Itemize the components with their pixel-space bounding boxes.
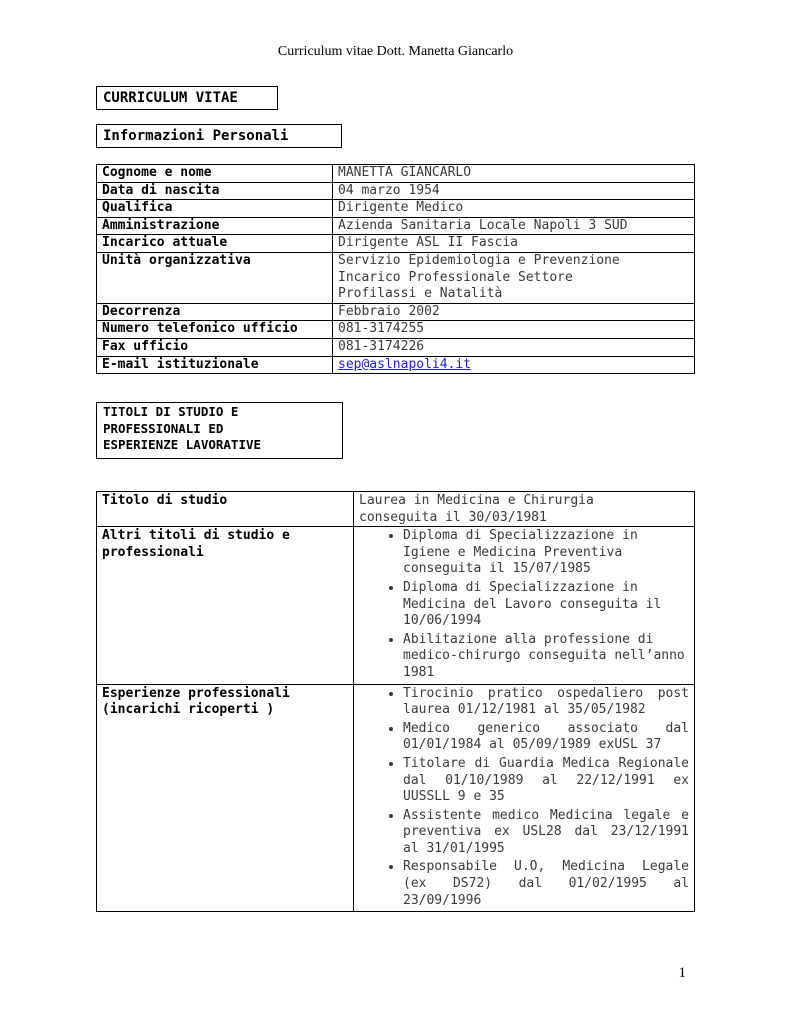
label-altri-line: Altri titoli di studio e — [102, 528, 290, 544]
table-row — [97, 492, 695, 527]
label-name: Cognome e nome — [97, 165, 333, 183]
value-phone: 081-3174255 — [333, 321, 695, 339]
page-number: 1 — [678, 965, 686, 981]
table-row — [97, 527, 695, 684]
label-esperienze-line: (incarichi ricoperti ) — [102, 702, 275, 718]
list-item: • Diploma di Specializzazione in Igiene e Medicina Preventiva conseguita il 15/07/1985 — [403, 528, 689, 578]
table-row — [97, 338, 695, 356]
table-row — [97, 321, 695, 339]
list-item: • Responsabile U.O, Medicina Legale (ex DS72) dal 01/02/1995 al 23/09/1996 — [403, 859, 689, 909]
value-esperienze — [354, 684, 695, 912]
value-incarico: Dirigente ASL II Fascia — [333, 235, 695, 253]
value-fax: 081-3174226 — [333, 338, 695, 356]
value-unita — [333, 252, 695, 303]
studies-title-line: ESPERIENZE LAVORATIVE — [103, 437, 262, 452]
label-altri — [97, 527, 354, 684]
table-row — [97, 684, 695, 912]
value-unita-line: Profilassi e Natalità — [338, 286, 503, 302]
label-birthdate: Data di nascita — [97, 182, 333, 200]
page-header: Curriculum vitae Dott. Manetta Giancarlo — [277, 44, 514, 59]
label-decorrenza: Decorrenza — [97, 303, 333, 321]
value-amministrazione: Azienda Sanitaria Locale Napoli 3 SUD — [333, 217, 695, 235]
label-altri-line: professionali — [102, 544, 204, 560]
label-esperienze-line: Esperienze professionali — [102, 685, 290, 701]
value-titolo — [354, 492, 695, 527]
label-fax: Fax ufficio — [97, 338, 333, 356]
value-unita-line: Servizio Epidemiologia e Prevenzione — [338, 252, 620, 268]
label-qualifica: Qualifica — [97, 200, 333, 218]
table-row — [97, 356, 695, 374]
studies-title-line: PROFESSIONALI ED — [103, 420, 224, 436]
altri-list — [359, 528, 689, 681]
list-item: • Assistente medico Medicina legale e preventiva ex USL28 dal 23/12/1991 al 31/01/1995 — [403, 808, 689, 858]
value-name: MANETTA GIANCARLO — [333, 165, 695, 183]
list-item: • Titolare di Guardia Medica Regionale dal 01/10/1989 al 22/12/1991 ex UUSSLL 9 e 35 — [403, 756, 689, 806]
personal-section-title: Informazioni Personali — [96, 124, 342, 148]
label-phone: Numero telefonico ufficio — [97, 321, 333, 339]
studies-table — [96, 491, 695, 912]
list-item: • Diploma di Specializzazione in Medicina del Lavoro conseguita il 10/06/1994 — [403, 580, 689, 630]
label-amministrazione: Amministrazione — [97, 217, 333, 235]
table-row — [97, 303, 695, 321]
table-row — [97, 252, 695, 303]
value-birthdate: 04 marzo 1954 — [333, 182, 695, 200]
table-row — [97, 182, 695, 200]
label-esperienze — [97, 684, 354, 912]
list-item: • Tirocinio pratico ospedaliero post laurea 01/12/1981 al 35/05/1982 — [403, 686, 689, 719]
table-row — [97, 235, 695, 253]
table-row — [97, 165, 695, 183]
table-row — [97, 217, 695, 235]
personal-info-table — [96, 164, 695, 374]
label-unita: Unità organizzativa — [97, 252, 333, 303]
label-titolo: Titolo di studio — [97, 492, 354, 527]
studies-section-title — [96, 402, 343, 459]
studies-title-line: TITOLI DI STUDIO E — [103, 404, 239, 419]
list-item: • Abilitazione alla professione di medico-chirurgo conseguita nell’anno 1981 — [403, 632, 689, 682]
value-titolo-line: Laurea in Medicina e Chirurgia — [359, 493, 594, 508]
cv-title-box: CURRICULUM VITAE — [96, 86, 278, 110]
value-unita-line: Incarico Professionale Settore — [338, 269, 573, 285]
email-link[interactable]: sep@aslnapoli4.it — [338, 356, 472, 372]
label-email: E-mail istituzionale — [97, 356, 333, 374]
value-titolo-line: conseguita il 30/03/1981 — [359, 509, 547, 525]
table-row — [97, 200, 695, 218]
value-decorrenza: Febbraio 2002 — [333, 303, 695, 321]
esperienze-list — [359, 686, 689, 910]
list-item: • Medico generico associato dal 01/01/1984 al 05/09/1989 exUSL 37 — [403, 721, 689, 754]
value-qualifica: Dirigente Medico — [333, 200, 695, 218]
value-altri — [354, 527, 695, 684]
label-incarico: Incarico attuale — [97, 235, 333, 253]
